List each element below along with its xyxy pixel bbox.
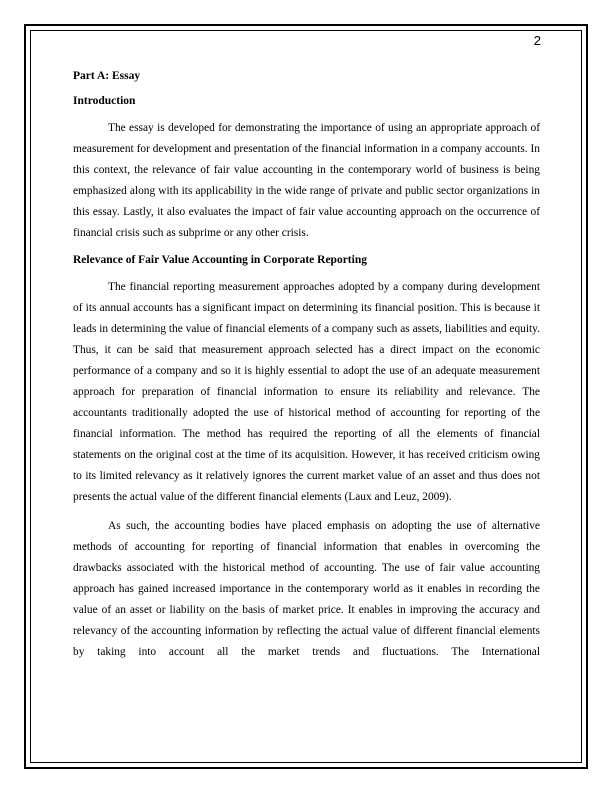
document-body bbox=[73, 68, 540, 671]
page-number: 2 bbox=[533, 33, 541, 48]
section-heading-relevance: Relevance of Fair Value Accounting in Corporate Reporting bbox=[73, 254, 367, 266]
relevance-paragraph-2: As such, the accounting bodies have placed emphasis on adopting the use of alternative methods of accounting for reporting of financial information that enables in overcoming the drawbacks associated with the historical method of accounting. The use of fair value accounting approach has gained increased importance in the contemporary world as it enables in recording the value of an asset or liability on the basis of market price. It enables in improving the accuracy and relevancy of the accounting information by reflecting the actual value of different financial elements by taking into account all the market trends and fluctuations. The International bbox=[73, 520, 540, 658]
relevance-paragraph-1: The financial reporting measurement approaches adopted by a company during development of its annual accounts has a significant impact on determining its financial position. This is because it leads in determining the value of financial elements of a company such as assets, liabilities and equity. Thus, it can be said that measurement approach selected has a direct impact on the economic performance of a company and so it is highly essential to adopt the use of an adequate measurement approach for preparation of financial information to ensure its reliability and relevance. The accountants traditionally adopted the use of historical method of accounting for reporting of the financial information. The method has required the reporting of all the elements of financial statements on the original cost at the time of its acquisition. However, it has received criticism owing to its limited relevancy as it relatively ignores the current market value of an asset and thus does not presents the actual value of the different financial elements (Laux and Leuz, 2009). bbox=[73, 281, 540, 503]
section-heading-introduction: Introduction bbox=[73, 95, 136, 107]
intro-paragraph: The essay is developed for demonstrating the importance of using an appropriate approach of measurement for development and presentation of the financial information in a company accounts. In this context, the relevance of fair value accounting in the contemporary world of business is being emphasized along with its applicability in the wide range of private and public sector organizations in this essay. Lastly, it also evaluates the impact of fair value accounting approach on the occurrence of financial crisis such as subprime or any other crisis. bbox=[73, 122, 540, 239]
part-title: Part A: Essay bbox=[73, 70, 141, 82]
